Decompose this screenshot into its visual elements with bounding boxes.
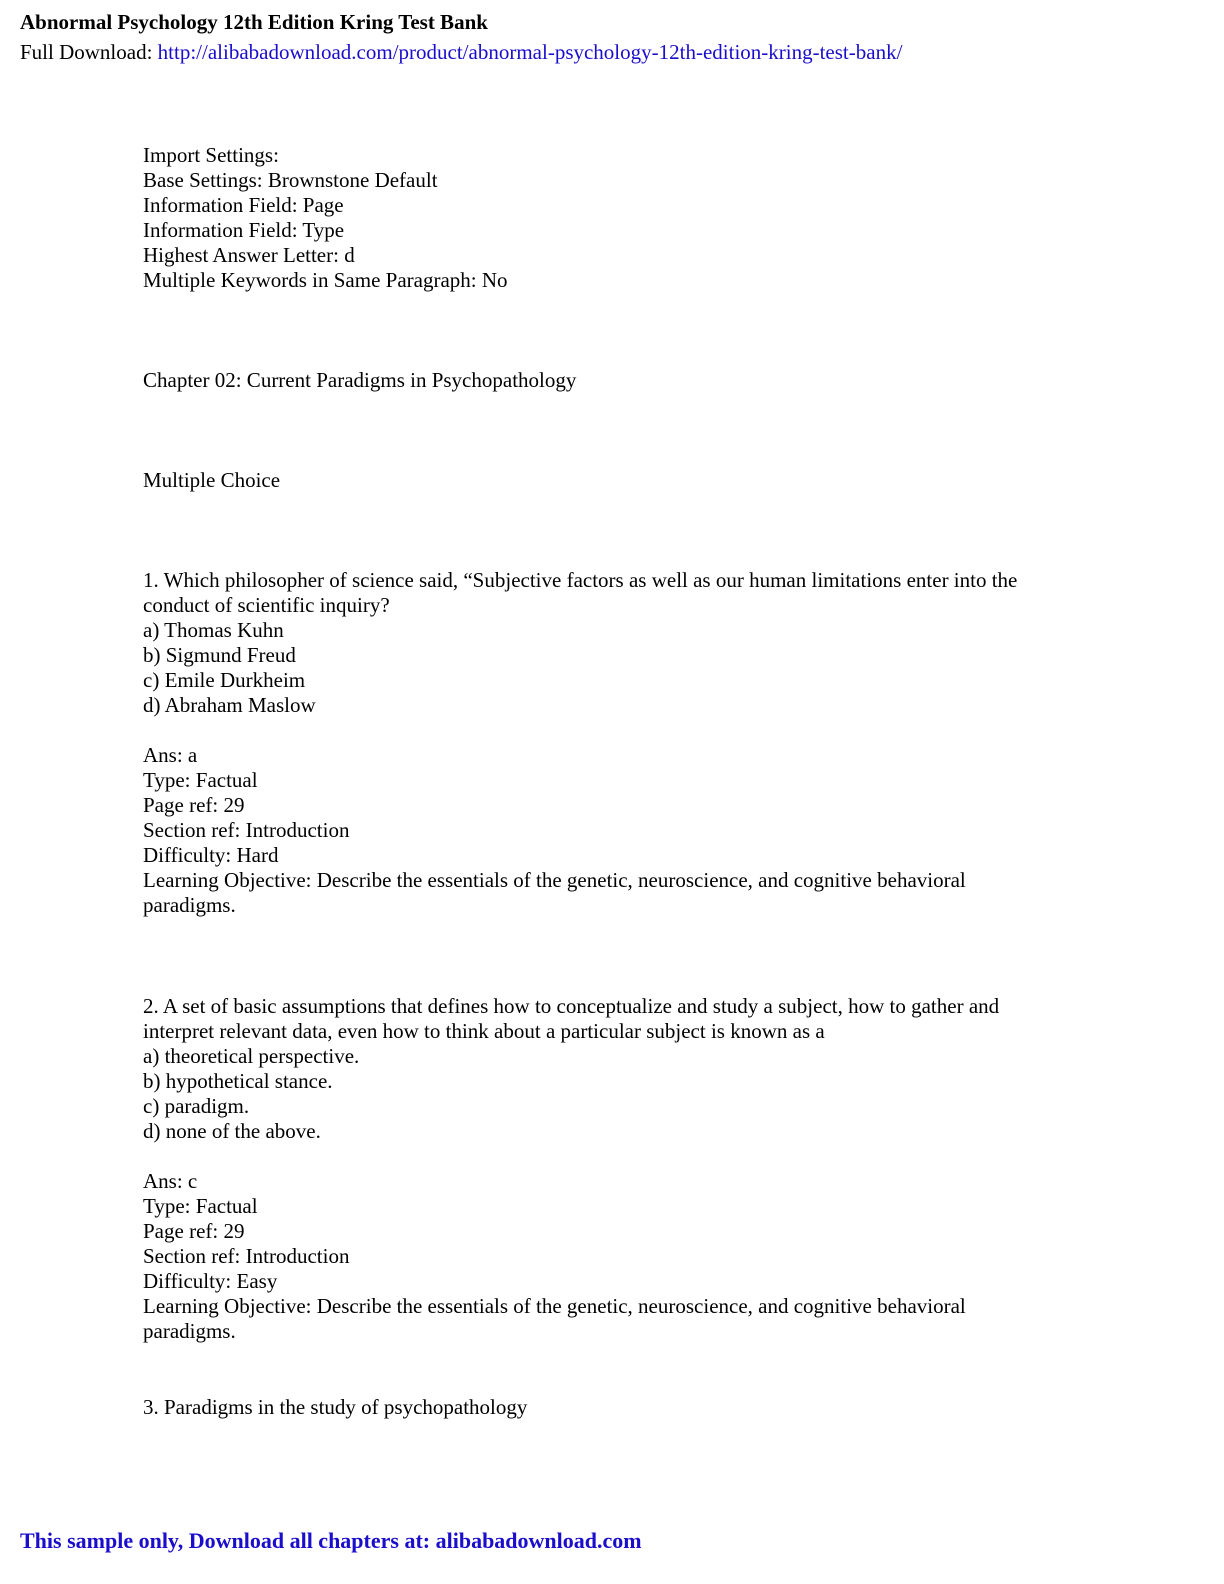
import-settings-block: [143, 143, 1063, 293]
page-ref: Page ref: 29: [143, 793, 245, 817]
section-ref: Section ref: Introduction: [143, 1244, 350, 1268]
answer-option: c) paradigm.: [143, 1094, 250, 1118]
answer-key: Ans: a: [143, 743, 198, 767]
section-title: Multiple Choice: [143, 468, 281, 492]
question-text: conduct of scientific inquiry?: [143, 593, 390, 617]
section-ref: Section ref: Introduction: [143, 818, 350, 842]
difficulty: Difficulty: Hard: [143, 843, 279, 867]
question-text: interpret relevant data, even how to think about a particular subject is known as a: [143, 1019, 825, 1043]
footer-download-link[interactable]: This sample only, Download all chapters at: alibabadownload.com: [20, 1528, 642, 1553]
import-settings-line: Base Settings: Brownstone Default: [143, 168, 438, 192]
answer-key: Ans: c: [143, 1169, 198, 1193]
answer-option: c) Emile Durkheim: [143, 668, 306, 692]
difficulty: Difficulty: Easy: [143, 1269, 278, 1293]
download-link[interactable]: http://alibabadownload.com/product/abnormal-psychology-12th-edition-kring-test-bank/: [157, 40, 903, 64]
import-settings-line: Highest Answer Letter: d: [143, 243, 355, 267]
document-title: Abnormal Psychology 12th Edition Kring Test Bank: [20, 10, 488, 34]
question-block: [143, 568, 1063, 918]
full-download-line: [20, 39, 902, 65]
page-ref: Page ref: 29: [143, 1219, 245, 1243]
answer-option: a) Thomas Kuhn: [143, 618, 284, 642]
learning-objective: paradigms.: [143, 893, 236, 917]
answer-option: a) theoretical perspective.: [143, 1044, 360, 1068]
question-text: 3. Paradigms in the study of psychopathology: [143, 1395, 528, 1419]
answer-option: b) Sigmund Freud: [143, 643, 296, 667]
learning-objective: Learning Objective: Describe the essentials of the genetic, neuroscience, and cognitive behavioral: [143, 1294, 966, 1318]
download-label: Full Download:: [20, 40, 158, 64]
question-text: 1. Which philosopher of science said, “Subjective factors as well as our human limitations enter into the: [143, 568, 1018, 592]
question-text: 2. A set of basic assumptions that defines how to conceptualize and study a subject, how to gather and: [143, 994, 1000, 1018]
import-settings-line: Information Field: Type: [143, 218, 345, 242]
answer-option: d) none of the above.: [143, 1119, 321, 1143]
question-type: Type: Factual: [143, 1194, 258, 1218]
chapter-title: Chapter 02: Current Paradigms in Psychopathology: [143, 368, 577, 392]
answer-option: d) Abraham Maslow: [143, 693, 316, 717]
learning-objective: paradigms.: [143, 1319, 236, 1343]
question-type: Type: Factual: [143, 768, 258, 792]
learning-objective: Learning Objective: Describe the essentials of the genetic, neuroscience, and cognitive behavioral: [143, 868, 966, 892]
question-block: [143, 994, 1063, 1344]
answer-option: b) hypothetical stance.: [143, 1069, 333, 1093]
import-settings-line: Multiple Keywords in Same Paragraph: No: [143, 268, 508, 292]
import-settings-line: Import Settings:: [143, 143, 279, 167]
import-settings-line: Information Field: Page: [143, 193, 344, 217]
